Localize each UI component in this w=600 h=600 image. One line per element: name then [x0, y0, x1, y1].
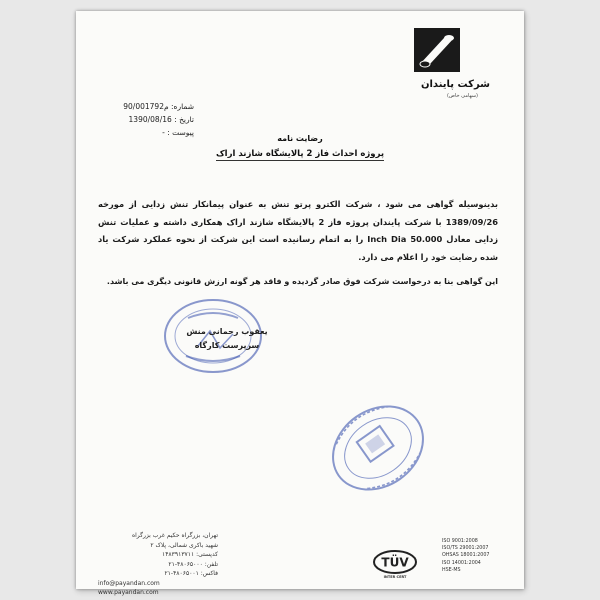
closing-text: این گواهی بنا به درخواست شرکت فوق صادر گردیده و فاقد هر گونه ارزش قانونی دیگری می باشد. [106, 277, 498, 286]
address-line-3: کدپستی: ۱۴۸۳۹۱۳۷۱۱ [161, 551, 218, 558]
company-website: www.payandan.com [98, 589, 159, 596]
address-line-4: تلفن: ۴۸۰۶۵۰۰۰-۲۱ [168, 560, 218, 568]
date-row [104, 113, 194, 126]
company-logo [414, 28, 460, 72]
number-label: شماره: [171, 102, 194, 111]
signer-block [172, 325, 282, 353]
number-value: 90/001792م [123, 102, 169, 111]
date-value: 1390/08/16 [128, 115, 172, 124]
project-title [76, 149, 524, 159]
project-title-text: پروژه احداث فاز 2 پالایشگاه شازند اراک [215, 149, 385, 159]
company-name: شرکت پایندان [420, 79, 490, 90]
document-title: رضایت نامه [277, 134, 323, 143]
signer-name: یعقوب رحمانی منش [186, 327, 268, 336]
body-paragraph: بدینوسیله گواهی می شود ، شرکت الکترو پرتو تنش به عنوان پیمانکار تنش زدایی از مورخه 1389/09/26 با شرکت پایندان پروژه فاز 2 پالایشگاه شازند اراک همکاری داشته و عملیات تنش زدایی معادل 50.000 Inch Dia را به اتمام رسانیده است این شرکت از نحوه عملکرد شرکت یاد شده رضایت خود را اعلام می دارد. [98, 199, 499, 262]
tuv-text: TÜV [381, 555, 409, 570]
address-line-2: شهید باکری شمالی، پلاک ۲ [150, 541, 218, 549]
company-email: info@payandan.com [98, 579, 160, 587]
iso-item: OHSAS 18001:2007 [442, 553, 490, 559]
address-line-5: فاکس: ۴۸۰۶۵۰۰۱-۲۱ [164, 570, 218, 577]
certificate-page [76, 11, 524, 596]
iso-item: HSE-MS [442, 567, 461, 573]
iso-item: ISO 14001:2004 [442, 560, 481, 566]
iso-item: ISO/TS 29001:2007 [442, 546, 489, 552]
iso-item: ISO 9001:2008 [442, 539, 478, 544]
tuv-label: INTER CERT [383, 575, 407, 579]
company-address [98, 531, 218, 598]
body-text [98, 196, 498, 266]
attachment-row: پیوست : - [162, 128, 194, 137]
company-subtitle: (سهامی خاص) [446, 93, 478, 99]
contractor-stamp [326, 401, 431, 496]
iso-certifications [442, 538, 512, 574]
pipe-logo-icon [414, 28, 460, 72]
signer-position: سرپرست کارگاه [194, 341, 260, 350]
tuv-logo-icon [372, 549, 418, 575]
date-label: تاریخ : [174, 115, 194, 124]
number-row [104, 100, 194, 113]
address-line-1: تهران، بزرگراه حکیم غرب بزرگراه [131, 532, 218, 539]
